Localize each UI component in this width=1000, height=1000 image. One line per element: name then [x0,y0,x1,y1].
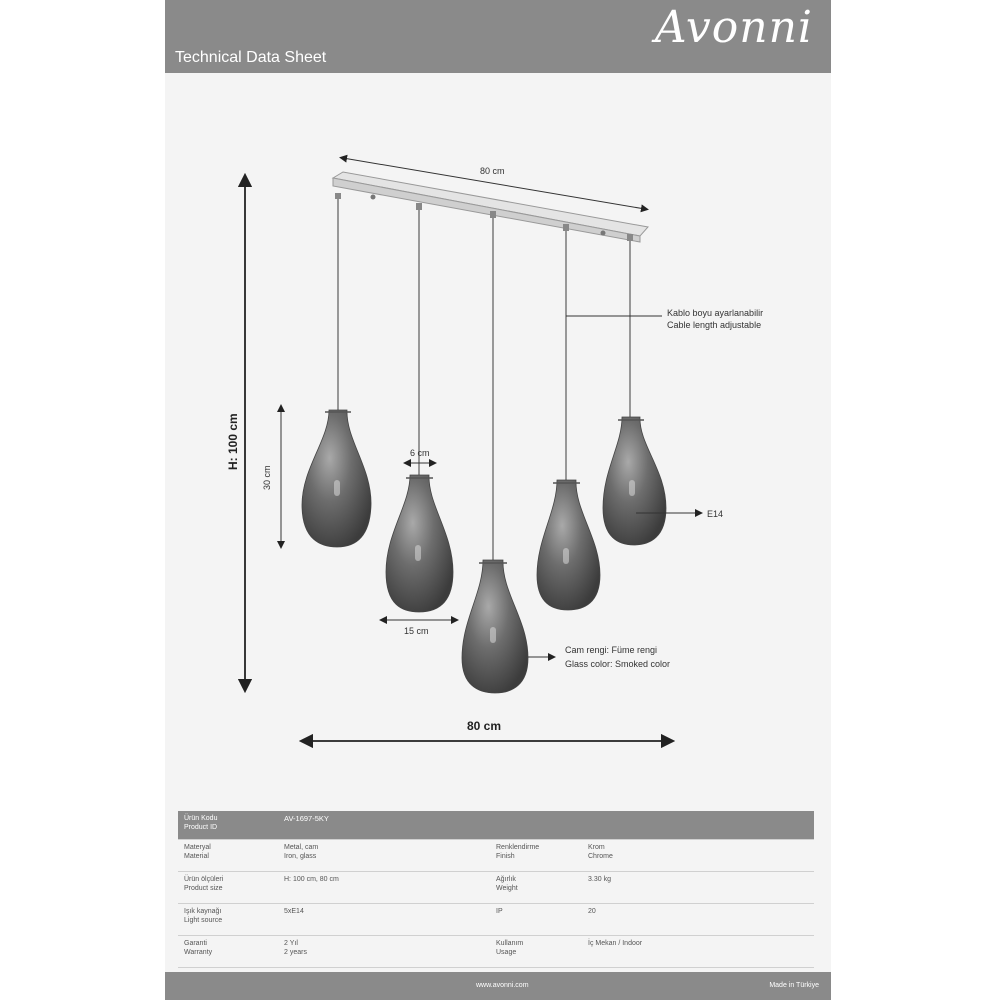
product-id-label-tr: Ürün Kodu [184,815,218,822]
row-label: Ürün ölçüleri [184,876,224,883]
shade-3 [462,560,528,693]
row-label: Product size [184,885,223,892]
footer-made-in: Made in Türkiye [769,982,819,989]
top-width-label: 80 cm [480,166,505,176]
row-label: Garanti [184,940,207,947]
glass-note-tr: Cam rengi: Füme rengi [565,645,658,655]
glass-note-en: Glass color: Smoked color [565,659,671,669]
cable-note-en: Cable length adjustable [667,320,762,330]
row-value: Iron, glass [284,853,317,860]
glass-width-label: 15 cm [404,626,429,636]
table-row [178,936,814,968]
spec-table [178,811,814,968]
row-label: Renklendirme [496,844,540,851]
row-label: Light source [184,917,223,924]
row-value: Metal, cam [284,844,319,851]
row-value: İç Mekan / Indoor [588,940,643,947]
row-value: Krom [588,844,605,851]
page-title: Technical Data Sheet [175,49,327,66]
shade-2 [386,475,453,612]
row-value: 3.30 kg [588,876,611,883]
row-value: H: 100 cm, 80 cm [284,876,339,883]
row-label: Kullanım [496,940,524,947]
row-label: Warranty [184,949,213,956]
row-label: Weight [496,885,518,892]
socket-label: E14 [707,509,724,519]
shade-1 [302,410,371,547]
footer-bar [165,972,831,1000]
shade-4 [537,480,600,610]
glass-height-label: 30 cm [262,465,272,490]
cables [338,195,630,560]
row-value: 2 years [284,949,307,956]
row-value: 20 [588,908,596,915]
table-row [178,904,814,936]
spec-header-row [178,811,814,840]
row-label: Material [184,853,209,860]
brand-logo: Avonni [654,2,813,53]
row-label: Finish [496,853,515,860]
row-value: 2 Yıl [284,940,298,947]
row-value: Chrome [588,853,613,860]
table-row [178,872,814,904]
row-label: Materyal [184,844,211,851]
shade-5 [603,417,666,545]
table-row [178,840,814,872]
product-id-value: AV-1697-5KY [278,811,814,840]
row-label: IP [496,908,503,915]
row-value: 5xE14 [284,908,304,915]
row-label: Usage [496,949,517,956]
height-label: H: 100 cm [226,413,240,470]
product-id-label-en: Product ID [184,824,218,831]
row-label: Işık kaynağı [184,908,222,915]
cable-note-tr: Kablo boyu ayarlanabilir [667,308,764,318]
shade-collars [325,412,644,563]
neck-width-label: 6 cm [410,448,430,458]
bottom-width-label: 80 cm [467,719,502,733]
footer-website: www.avonni.com [476,982,529,989]
row-label: Ağırlık [496,876,516,883]
